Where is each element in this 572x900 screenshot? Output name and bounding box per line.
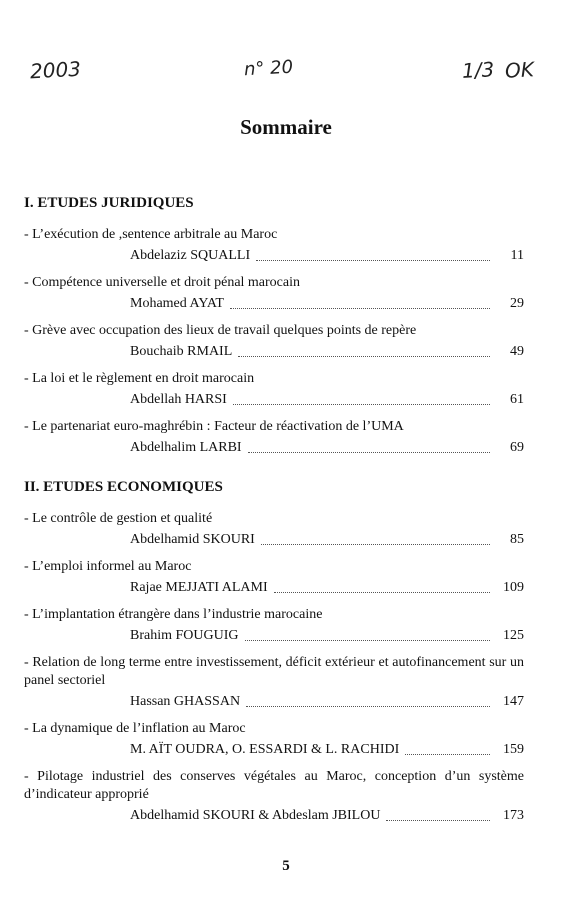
- entry-title: - L’exécution de ,sentence arbitrale au Maroc: [24, 227, 278, 242]
- section-heading: II. ETUDES ECONOMIQUES: [24, 479, 223, 495]
- leader-dots: [386, 819, 490, 821]
- page-number: 5: [282, 858, 290, 874]
- leader-dots: [233, 403, 490, 405]
- entry-author: Abdelhalim LARBI: [130, 440, 242, 455]
- entry-author: Abdelhamid SKOURI: [130, 532, 255, 547]
- toc-entry: [24, 322, 524, 361]
- toc-entry: [24, 558, 524, 597]
- entry-author: Brahim FOUGUIG: [130, 628, 239, 643]
- leader-dots: [274, 591, 490, 593]
- leader-dots: [245, 639, 491, 641]
- toc-entry: [24, 274, 524, 313]
- entry-title: - Relation de long terme entre investissement, déficit extérieur et autofinancement sur un panel sectoriel: [24, 655, 524, 688]
- entry-title: - Le partenariat euro-maghrébin : Facteur de réactivation de l’UMA: [24, 419, 404, 434]
- toc-entry: [24, 226, 524, 265]
- entry-page: 85: [510, 532, 524, 547]
- entry-title: - La dynamique de l’inflation au Maroc: [24, 721, 246, 736]
- entry-title: - L’emploi informel au Maroc: [24, 559, 192, 574]
- entry-page: 125: [503, 628, 524, 643]
- leader-dots: [238, 355, 490, 357]
- toc-entry: [24, 768, 524, 825]
- toc-entry: [24, 510, 524, 549]
- toc-entry: [24, 720, 524, 759]
- entry-page: 69: [510, 440, 524, 455]
- leader-dots: [246, 705, 490, 707]
- section-heading: I. ETUDES JURIDIQUES: [24, 195, 194, 211]
- handwritten-year: 2003: [29, 56, 82, 84]
- entry-author: Abdelaziz SQUALLI: [130, 248, 251, 263]
- entry-author: Abdelhamid SKOURI & Abdeslam JBILOU: [130, 808, 381, 823]
- entry-author: Bouchaib RMAIL: [130, 344, 233, 359]
- entry-page: 109: [503, 580, 524, 595]
- page-title: Sommaire: [240, 115, 332, 139]
- entry-author: M. AÏT OUDRA, O. ESSARDI & L. RACHIDI: [130, 742, 400, 757]
- entry-author: Hassan GHASSAN: [130, 694, 241, 709]
- entry-page: 49: [510, 344, 524, 359]
- leader-dots: [230, 307, 490, 309]
- entry-page: 159: [503, 742, 524, 757]
- entry-author: Rajae MEJJATI ALAMI: [130, 580, 268, 595]
- handwritten-fraction: 1/3: [461, 57, 495, 83]
- entry-page: 11: [510, 248, 524, 263]
- entry-page: 173: [503, 808, 524, 823]
- entry-title: - Le contrôle de gestion et qualité: [24, 511, 213, 526]
- handwritten-issue: n° 20: [243, 56, 294, 81]
- entry-title: - Grève avec occupation des lieux de travail quelques points de repère: [24, 323, 417, 338]
- entry-title: - Pilotage industriel des conserves végétales au Maroc, conception d’un système d’indicateur approprié: [24, 769, 524, 802]
- toc-entry: [24, 606, 524, 645]
- entry-page: 61: [510, 392, 524, 407]
- toc-entry: [24, 370, 524, 409]
- toc-entry: [24, 654, 524, 711]
- entry-title: - La loi et le règlement en droit marocain: [24, 371, 255, 386]
- leader-dots: [261, 543, 490, 545]
- entry-author: Abdellah HARSI: [130, 392, 227, 407]
- leader-dots: [248, 451, 490, 453]
- entry-title: - Compétence universelle et droit pénal marocain: [24, 275, 301, 290]
- leader-dots: [256, 259, 490, 261]
- handwritten-ok: OK: [504, 57, 535, 83]
- entry-author: Mohamed AYAT: [130, 296, 224, 311]
- entry-page: 29: [510, 296, 524, 311]
- leader-dots: [405, 753, 490, 755]
- toc-entry: [24, 418, 524, 457]
- entry-page: 147: [503, 694, 524, 709]
- entry-title: - L’implantation étrangère dans l’industrie marocaine: [24, 607, 323, 622]
